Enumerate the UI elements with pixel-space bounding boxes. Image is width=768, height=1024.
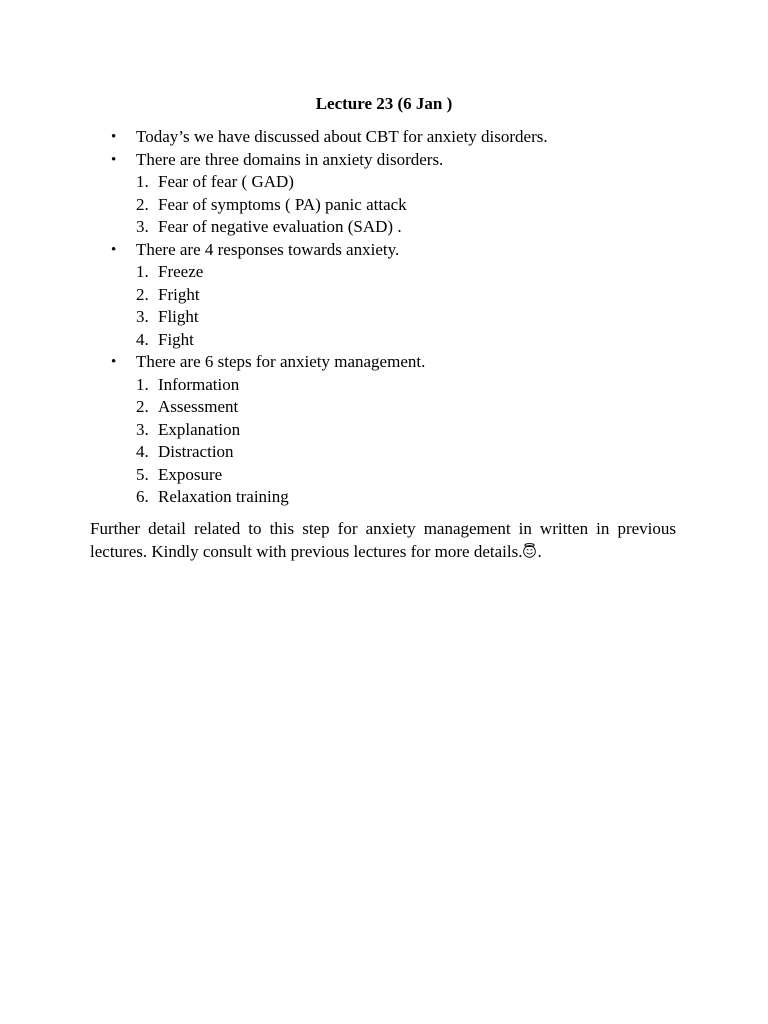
numbered-item — [0, 261, 768, 284]
bullet-dot-icon: • — [111, 151, 117, 168]
bullet-dot-icon: • — [111, 129, 117, 145]
closing-paragraph — [90, 518, 676, 563]
item-text: Information — [158, 374, 240, 394]
numbered-item — [0, 486, 768, 509]
closing-text: Further detail related to this step for anxiety management in written in previous lectures. Kindly consult with previous lectures for more details. — [90, 519, 676, 561]
item-text: Flight — [158, 307, 199, 326]
numbered-item — [0, 441, 768, 464]
bullet-dot-icon: • — [111, 354, 117, 370]
bullet-text: There are 6 steps for anxiety management. — [136, 352, 426, 371]
item-text: Freeze — [158, 262, 204, 281]
numbered-item — [0, 396, 768, 419]
numbered-item — [0, 194, 768, 217]
item-number: 5. — [136, 464, 149, 484]
item-number: 2. — [136, 284, 149, 304]
bullet-text: There are three domains in anxiety disorders. — [136, 149, 444, 169]
item-text: Assessment — [158, 397, 239, 416]
numbered-item — [0, 374, 768, 397]
item-number: 6. — [136, 487, 149, 506]
item-number: 1. — [136, 262, 149, 281]
item-text: Exposure — [158, 464, 223, 484]
item-text: Relaxation training — [158, 487, 289, 506]
numbered-item — [0, 306, 768, 329]
numbered-item — [0, 171, 768, 194]
item-text: Fear of fear ( GAD) — [158, 172, 294, 191]
item-text: Fear of negative evaluation (SAD) . — [158, 217, 402, 236]
item-text: Distraction — [158, 442, 234, 461]
numbered-item — [0, 216, 768, 239]
numbered-item — [0, 464, 768, 487]
page-title: Lecture 23 (6 Jan ) — [315, 94, 453, 113]
item-number: 2. — [136, 194, 149, 214]
bullet-item — [0, 351, 768, 374]
bullet-dot-icon: • — [111, 241, 117, 258]
bullet-text: Today’s we have discussed about CBT for anxiety disorders. — [136, 127, 548, 146]
item-number: 1. — [136, 172, 149, 191]
lecture-notes-list — [0, 126, 768, 509]
item-number: 4. — [136, 329, 149, 349]
item-number: 3. — [136, 307, 149, 326]
item-text: Fear of symptoms ( PA) panic attack — [158, 194, 407, 214]
numbered-item — [0, 284, 768, 307]
smiling-face-halo-icon — [522, 543, 537, 558]
item-number: 3. — [136, 419, 149, 439]
item-text: Fight — [158, 329, 194, 349]
item-text: Explanation — [158, 419, 241, 439]
item-number: 2. — [136, 397, 149, 416]
bullet-item — [0, 239, 768, 262]
bullet-item — [0, 149, 768, 172]
item-number: 1. — [136, 374, 149, 394]
bullet-text: There are 4 responses towards anxiety. — [136, 239, 400, 259]
item-text: Fright — [158, 284, 200, 304]
numbered-item — [0, 329, 768, 352]
closing-period: . — [537, 541, 542, 561]
bullet-item — [0, 126, 768, 149]
item-number: 3. — [136, 217, 149, 236]
item-number: 4. — [136, 442, 149, 461]
numbered-item — [0, 419, 768, 442]
